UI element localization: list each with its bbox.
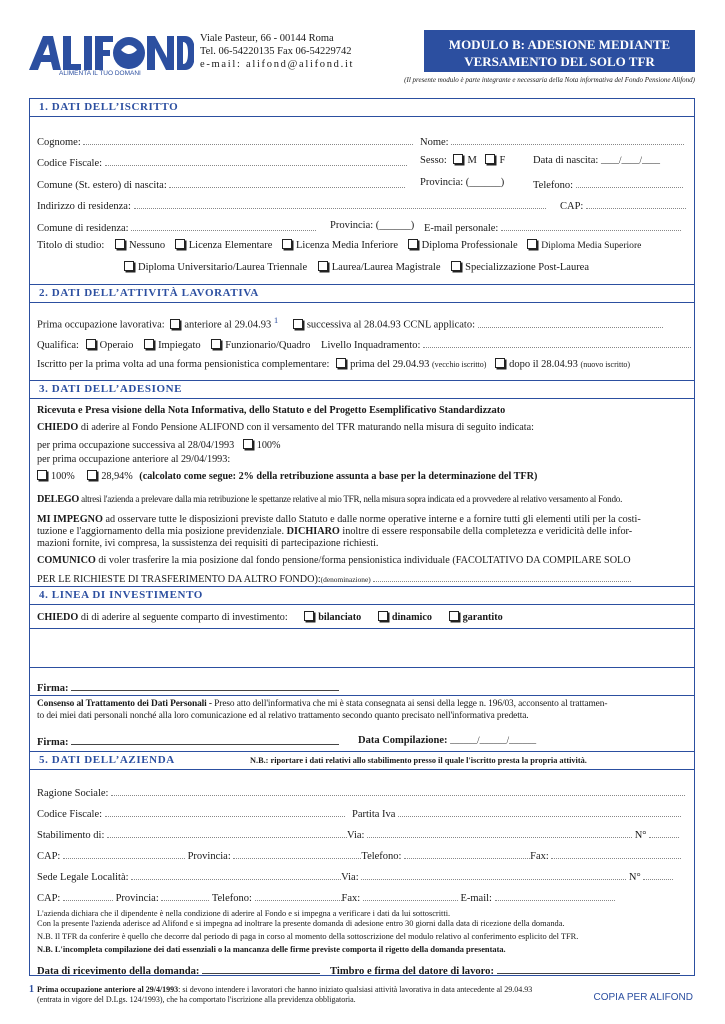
kw-delego: DELEGO bbox=[37, 494, 80, 505]
checkbox-impiegato[interactable] bbox=[144, 339, 154, 349]
field-az-fax[interactable] bbox=[551, 848, 681, 859]
label-firma-1: Firma: bbox=[37, 683, 69, 694]
field-ccnl[interactable] bbox=[478, 317, 663, 328]
row-firma-1 bbox=[37, 681, 339, 694]
row-trasferimento bbox=[37, 571, 631, 585]
text-comunico-body-2: PER LE RICHIESTE DI TRASFERIMENTO DA ALTRO FONDO): bbox=[37, 574, 321, 585]
label-cap: CAP: bbox=[560, 201, 584, 212]
row-iscritto bbox=[37, 358, 630, 370]
checkbox-anteriore[interactable] bbox=[170, 319, 180, 329]
text-impegno-body-1: ad osservare tutte le disposizioni previste dallo Statuto e dalle norme operative interne e a fornire tutti gli elementi utili per la costi- bbox=[102, 514, 641, 525]
field-telefono[interactable] bbox=[576, 177, 683, 188]
text-chiedo-tfr bbox=[37, 422, 534, 433]
footnote-number: 1 bbox=[29, 984, 34, 995]
label-via: Via: bbox=[347, 830, 365, 841]
row-stabilimento bbox=[37, 827, 679, 841]
text-impegno-1 bbox=[37, 514, 641, 525]
phone: Tel. 06-54220135 Fax 06-54229742 bbox=[200, 46, 352, 57]
field-az-provincia-2[interactable] bbox=[161, 890, 209, 901]
text-impegno-body-2b: inoltre di essere responsabile della completezza e veridicità delle infor- bbox=[339, 526, 633, 537]
text-anteriore: per prima occupazione anteriore al 29/04/1993: bbox=[37, 454, 231, 465]
divider-1 bbox=[29, 628, 695, 629]
opt-garantito: garantito bbox=[462, 612, 503, 623]
field-az-email[interactable] bbox=[495, 890, 615, 901]
label-qualifica: Qualifica: bbox=[37, 340, 79, 351]
label-ragione-sociale: Ragione Sociale: bbox=[37, 788, 109, 799]
field-comune-nascita[interactable] bbox=[169, 177, 405, 188]
field-cognome[interactable] bbox=[83, 134, 413, 145]
section-1-header bbox=[29, 99, 695, 117]
section-2-title: 2. DATI DELL’ATTIVITÀ LAVORATIVA bbox=[39, 287, 259, 299]
row-timbro bbox=[330, 964, 680, 977]
form-note: (Il presente modulo è parte integrante e necessaria della Nota informativa del Fondo Pensione Alifond) bbox=[404, 76, 695, 84]
form-title-line1: MODULO B: ADESIONE MEDIANTE bbox=[448, 37, 671, 52]
row-ragione-sociale bbox=[37, 785, 685, 799]
kw-chiedo-comparto: CHIEDO bbox=[37, 612, 79, 623]
checkbox-laurea-magistrale[interactable] bbox=[318, 261, 328, 271]
note-vecchio: (vecchio iscritto) bbox=[432, 360, 487, 369]
field-via-2[interactable] bbox=[361, 869, 626, 880]
checkbox-dinamico[interactable] bbox=[378, 611, 388, 621]
opt-anteriore: anteriore al 29.04.93 bbox=[184, 319, 272, 331]
opt-funzionario: Funzionario/Quadro bbox=[225, 340, 311, 351]
checkbox-100-ant[interactable] bbox=[37, 470, 47, 480]
label-data-ricevimento: Data di ricevimento della domanda: bbox=[37, 966, 200, 977]
label-n: N° bbox=[634, 830, 647, 841]
address: Viale Pasteur, 66 - 00144 Roma bbox=[200, 33, 334, 44]
opt-100-succ: 100% bbox=[256, 440, 281, 451]
section-4-header bbox=[29, 586, 695, 605]
opt-laurea-magistrale: Laurea/Laurea Magistrale bbox=[331, 262, 441, 273]
text-comparto: di di aderire al seguente comparto di investimento: bbox=[78, 612, 288, 623]
row-data-compilazione bbox=[358, 735, 536, 746]
label-n-2: N° bbox=[628, 872, 641, 883]
field-denominazione[interactable] bbox=[373, 571, 631, 582]
footnote-1 bbox=[29, 984, 532, 995]
label-provincia-residenza[interactable]: Provincia: (______) bbox=[330, 220, 415, 231]
checkbox-diploma-professionale[interactable] bbox=[408, 239, 418, 249]
section-5-header bbox=[29, 751, 695, 770]
opt-impiegato: Impiegato bbox=[158, 340, 201, 351]
text-delego bbox=[37, 494, 622, 505]
form-title-box bbox=[424, 30, 695, 72]
checkbox-licenza-media[interactable] bbox=[282, 239, 292, 249]
opt-100-ant: 100% bbox=[51, 471, 75, 482]
field-az-cap-2[interactable] bbox=[63, 890, 113, 901]
section-2-header bbox=[29, 284, 695, 303]
section-1-title: 1. DATI DELL’ISCRITTO bbox=[39, 101, 179, 113]
label-livello: Livello Inquadramento: bbox=[321, 340, 421, 351]
label-az-telefono-2: Telefono: bbox=[211, 893, 252, 904]
text-declaration-1: L'azienda dichiara che il dipendente è nella condizione di aderire al Fondo e si impegna a verificare i dati da lui sottoscritti. bbox=[37, 909, 451, 918]
label-sesso: Sesso: bbox=[420, 155, 447, 166]
kw-consenso: Consenso al Trattamento dei Dati Personali - bbox=[37, 699, 212, 709]
checkbox-nessuno[interactable] bbox=[115, 239, 125, 249]
text-ricevuta: Ricevuta e Presa visione della Nota Informativa, dello Statuto e del Progetto Esemplificativo Standardizzato bbox=[37, 405, 506, 416]
note-section-5: N.B.: riportare i dati relativi allo stabilimento presso il quale l'iscritto presta la propria attività. bbox=[250, 756, 587, 765]
divider-3 bbox=[29, 695, 695, 696]
field-firma-1[interactable] bbox=[71, 681, 339, 691]
checkbox-f[interactable] bbox=[485, 154, 495, 164]
field-n-2[interactable] bbox=[643, 869, 673, 880]
row-titolo-studio-2 bbox=[124, 261, 589, 273]
field-livello[interactable] bbox=[423, 337, 691, 348]
opt-successiva: successiva al 28.04.93 CCNL applicato: bbox=[306, 319, 476, 331]
label-f: F bbox=[499, 155, 506, 166]
text-successiva: per prima occupazione successiva al 28/04/1993 bbox=[37, 440, 235, 451]
text-declaration-4: N.B. L'incompleta compilazione dei dati essenziali o la mancanza delle firme previste comporta il rigetto della domanda presentata. bbox=[37, 945, 506, 954]
note-nuovo: (nuovo iscritto) bbox=[580, 360, 631, 369]
opt-specializzazione: Specializzazione Post-Laurea bbox=[465, 262, 590, 273]
text-consenso-body: Preso atto dell'informativa che mi è stata consegnata ai sensi della legge n. 196/03, acconsento al trattamen- bbox=[211, 699, 608, 709]
label-data-nascita: Data di nascita: bbox=[533, 155, 599, 166]
checkbox-dopo-il[interactable] bbox=[495, 358, 505, 368]
checkbox-specializzazione[interactable] bbox=[451, 261, 461, 271]
text-comunico-body: di voler trasferire la mia posizione dal fondo pensione/forma pensionistica individuale (FACOLTATIVO DA COMPILARE SOLO bbox=[95, 555, 631, 566]
text-impegno-3: mazioni fornite, ivi compresa, la sussistenza dei requisiti di partecipazione richiesti. bbox=[37, 538, 379, 549]
field-az-fax-2[interactable] bbox=[363, 890, 458, 901]
checkbox-operaio[interactable] bbox=[86, 339, 96, 349]
label-az-telefono: Telefono: bbox=[361, 851, 402, 862]
label-az-codice-fiscale: Codice Fiscale: bbox=[37, 809, 103, 820]
field-az-cap[interactable] bbox=[63, 848, 185, 859]
opt-nessuno: Nessuno bbox=[128, 240, 166, 251]
logo-tagline: ALIMENTA IL TUO DOMANI bbox=[59, 70, 141, 77]
label-indirizzo: Indirizzo di residenza: bbox=[37, 201, 131, 212]
label-az-fax: Fax: bbox=[530, 851, 549, 862]
field-partita-iva[interactable] bbox=[398, 806, 681, 817]
text-impegno-body-2a: tuzione e l'aggiornamento della mia posizione previdenziale. bbox=[37, 526, 287, 537]
form-title-line2: VERSAMENTO DEL SOLO TFR bbox=[464, 54, 655, 69]
field-stabilimento[interactable] bbox=[107, 827, 347, 838]
checkbox-funzionario[interactable] bbox=[211, 339, 221, 349]
checkbox-prima-del[interactable] bbox=[336, 358, 346, 368]
opt-dopo-il: dopo il 28.04.93 bbox=[509, 359, 578, 370]
footnote-bold: Prima occupazione anteriore al 29/4/1993 bbox=[37, 985, 179, 994]
checkbox-licenza-elementare[interactable] bbox=[175, 239, 185, 249]
text-comunico bbox=[37, 555, 631, 566]
footnote-body: : si devono intendere i lavoratori che hanno iniziato qualsiasi attività lavorativa in data antecedente al 29.04.93 bbox=[178, 985, 533, 994]
opt-diploma-media-superiore: Diploma Media Superiore bbox=[541, 240, 642, 251]
label-cognome: Cognome: bbox=[37, 137, 81, 148]
label-az-cap: CAP: bbox=[37, 851, 61, 862]
label-codice-fiscale: Codice Fiscale: bbox=[37, 158, 103, 169]
checkbox-diploma-media-superiore[interactable] bbox=[527, 239, 537, 249]
row-data-nascita bbox=[533, 155, 660, 166]
field-nome[interactable] bbox=[451, 134, 684, 145]
row-indirizzo bbox=[37, 198, 546, 212]
field-data-nascita[interactable]: ____/____/____ bbox=[600, 155, 660, 165]
field-indirizzo[interactable] bbox=[134, 198, 546, 209]
field-data-compilazione[interactable]: ______/______/______ bbox=[450, 735, 537, 745]
text-consenso-2: to dei miei dati personali nonché alla loro comunicazione ed al relativo trattamento secondo quanto precisato nell'informativa predetta. bbox=[37, 711, 529, 721]
field-via[interactable] bbox=[367, 827, 632, 838]
row-telefono bbox=[533, 177, 683, 191]
field-ragione-sociale[interactable] bbox=[111, 785, 685, 796]
opt-diploma-universitario: Diploma Universitario/Laurea Triennale bbox=[138, 262, 308, 273]
alifond-logo bbox=[29, 28, 194, 80]
label-telefono: Telefono: bbox=[533, 180, 574, 191]
kw-chiedo: CHIEDO bbox=[37, 422, 79, 433]
field-codice-fiscale[interactable] bbox=[105, 155, 407, 166]
field-az-telefono-2[interactable] bbox=[255, 890, 342, 901]
label-az-provincia-2: Provincia: bbox=[115, 893, 159, 904]
label-prima-occupazione: Prima occupazione lavorativa: bbox=[37, 319, 165, 331]
divider-2 bbox=[29, 667, 695, 668]
label-provincia-nascita[interactable]: Provincia: (______) bbox=[420, 177, 505, 188]
text-consenso-1 bbox=[37, 699, 607, 709]
row-qualifica bbox=[37, 337, 691, 351]
field-comune-residenza[interactable] bbox=[131, 220, 316, 231]
checkbox-garantito[interactable] bbox=[449, 611, 459, 621]
row-piva bbox=[352, 806, 681, 820]
row-cap-az-2 bbox=[37, 890, 615, 904]
opt-2894: 28,94% bbox=[101, 471, 133, 482]
field-email-personale[interactable] bbox=[501, 220, 681, 231]
row-sede-legale bbox=[37, 869, 673, 883]
checkbox-bilanciato[interactable] bbox=[304, 611, 314, 621]
field-az-telefono[interactable] bbox=[404, 848, 530, 859]
kw-comunico: COMUNICO bbox=[37, 555, 96, 566]
row-email-personale bbox=[424, 220, 681, 234]
field-sede-legale[interactable] bbox=[131, 869, 341, 880]
row-nome bbox=[420, 134, 684, 148]
opt-operaio: Operaio bbox=[99, 340, 134, 351]
row-sesso bbox=[420, 154, 505, 166]
copia-per-alifond: COPIA PER ALIFOND bbox=[593, 992, 693, 1003]
footnote-ref-1: 1 bbox=[273, 315, 279, 325]
label-az-provincia: Provincia: bbox=[187, 851, 231, 862]
row-successiva-100 bbox=[37, 439, 281, 451]
text-delego-body: altresì l'azienda a prelevare dalla mia retribuzione le spettanze relative al mio TFR, nella misura sopra indicata ed a provvedere al relativo versamento al Fondo. bbox=[79, 494, 623, 504]
field-timbro[interactable] bbox=[497, 964, 680, 974]
row-comune-nascita bbox=[37, 177, 405, 191]
row-firma-2 bbox=[37, 735, 339, 748]
row-ant-opts bbox=[37, 470, 537, 482]
row-cap bbox=[560, 198, 686, 212]
row-prima-occupazione bbox=[37, 315, 663, 331]
field-data-ricevimento[interactable] bbox=[202, 964, 320, 974]
row-comparto bbox=[37, 611, 503, 623]
row-data-ricevimento bbox=[37, 964, 320, 977]
row-cf bbox=[37, 155, 407, 169]
label-az-fax-2: Fax: bbox=[341, 893, 361, 904]
label-sede-legale: Sede Legale Località: bbox=[37, 872, 129, 883]
footnote-1-line2: (entrata in vigore del D.Lgs. 124/1993), che ha comportato l'iscrizione alla previdenza obbligatoria. bbox=[37, 995, 356, 1004]
label-az-cap-2: CAP: bbox=[37, 893, 61, 904]
field-firma-2[interactable] bbox=[71, 735, 339, 745]
email: e-mail: alifond@alifond.it bbox=[200, 59, 355, 70]
field-n[interactable] bbox=[649, 827, 679, 838]
opt-licenza-elementare: Licenza Elementare bbox=[188, 240, 273, 251]
kw-dichiaro: DICHIARO bbox=[286, 526, 340, 537]
text-chiedo-body: di aderire al Fondo Pensione ALIFOND con il versamento del TFR maturando nella misura di seguito indicata: bbox=[78, 422, 534, 433]
label-az-email: E-mail: bbox=[460, 893, 492, 904]
label-m: M bbox=[467, 155, 477, 166]
section-5-title: 5. DATI DELL’AZIENDA bbox=[39, 754, 175, 766]
label-via-2: Via: bbox=[341, 872, 359, 883]
checkbox-2894[interactable] bbox=[87, 470, 97, 480]
checkbox-100-succ[interactable] bbox=[243, 439, 253, 449]
section-3-title: 3. DATI DELL’ADESIONE bbox=[39, 383, 183, 395]
opt-licenza-media: Licenza Media Inferiore bbox=[296, 240, 399, 251]
opt-dinamico: dinamico bbox=[391, 612, 433, 623]
label-comune-residenza: Comune di residenza: bbox=[37, 223, 129, 234]
checkbox-successiva[interactable] bbox=[293, 319, 303, 329]
opt-prima-del: prima del 29.04.93 bbox=[350, 359, 430, 370]
label-iscritto: Iscritto per la prima volta ad una forma pensionistica complementare: bbox=[37, 359, 330, 370]
checkbox-m[interactable] bbox=[453, 154, 463, 164]
label-stabilimento: Stabilimento di: bbox=[37, 830, 105, 841]
label-firma-2: Firma: bbox=[37, 737, 69, 748]
section-4-title: 4. LINEA DI INVESTIMENTO bbox=[39, 589, 203, 601]
text-declaration-3: N.B. Il TFR da conferire è quello che decorre dal periodo di paga in corso al momento della sottoscrizione del modulo relativo al conferimento esplicito del TFR. bbox=[37, 932, 579, 941]
label-nome: Nome: bbox=[420, 137, 449, 148]
label-email-personale: E-mail personale: bbox=[424, 223, 499, 234]
text-declaration-2: Con la presente l'azienda aderisce ad Alifond e si impegna ad inoltrare la presente domanda di adesione entro 30 giorni dalla data di ricezione della domanda. bbox=[37, 919, 565, 928]
section-3-header bbox=[29, 380, 695, 399]
row-cap-az bbox=[37, 848, 681, 862]
text-calcolato: (calcolato come segue: 2% della retribuzione assunta a base per la determinazione del TFR) bbox=[139, 471, 538, 482]
label-titolo-studio: Titolo di studio: bbox=[37, 240, 105, 251]
field-az-provincia[interactable] bbox=[233, 848, 361, 859]
field-cap[interactable] bbox=[586, 198, 686, 209]
checkbox-diploma-universitario[interactable] bbox=[124, 261, 134, 271]
label-partita-iva: Partita Iva bbox=[352, 809, 396, 820]
text-impegno-2 bbox=[37, 526, 632, 537]
label-data-compilazione: Data Compilazione: bbox=[358, 735, 448, 746]
opt-diploma-professionale: Diploma Professionale bbox=[421, 240, 518, 251]
kw-mi-impegno: MI IMPEGNO bbox=[37, 514, 103, 525]
label-comune-nascita: Comune (St. estero) di nascita: bbox=[37, 180, 167, 191]
row-titolo-studio bbox=[37, 239, 641, 251]
row-cognome bbox=[37, 134, 413, 148]
opt-bilanciato: bilanciato bbox=[318, 612, 362, 623]
label-denominazione: (denominazione) bbox=[320, 575, 371, 584]
row-az-cf bbox=[37, 806, 345, 820]
field-az-codice-fiscale[interactable] bbox=[105, 806, 345, 817]
label-timbro: Timbro e firma del datore di lavoro: bbox=[330, 966, 494, 977]
row-comune-res bbox=[37, 220, 316, 234]
